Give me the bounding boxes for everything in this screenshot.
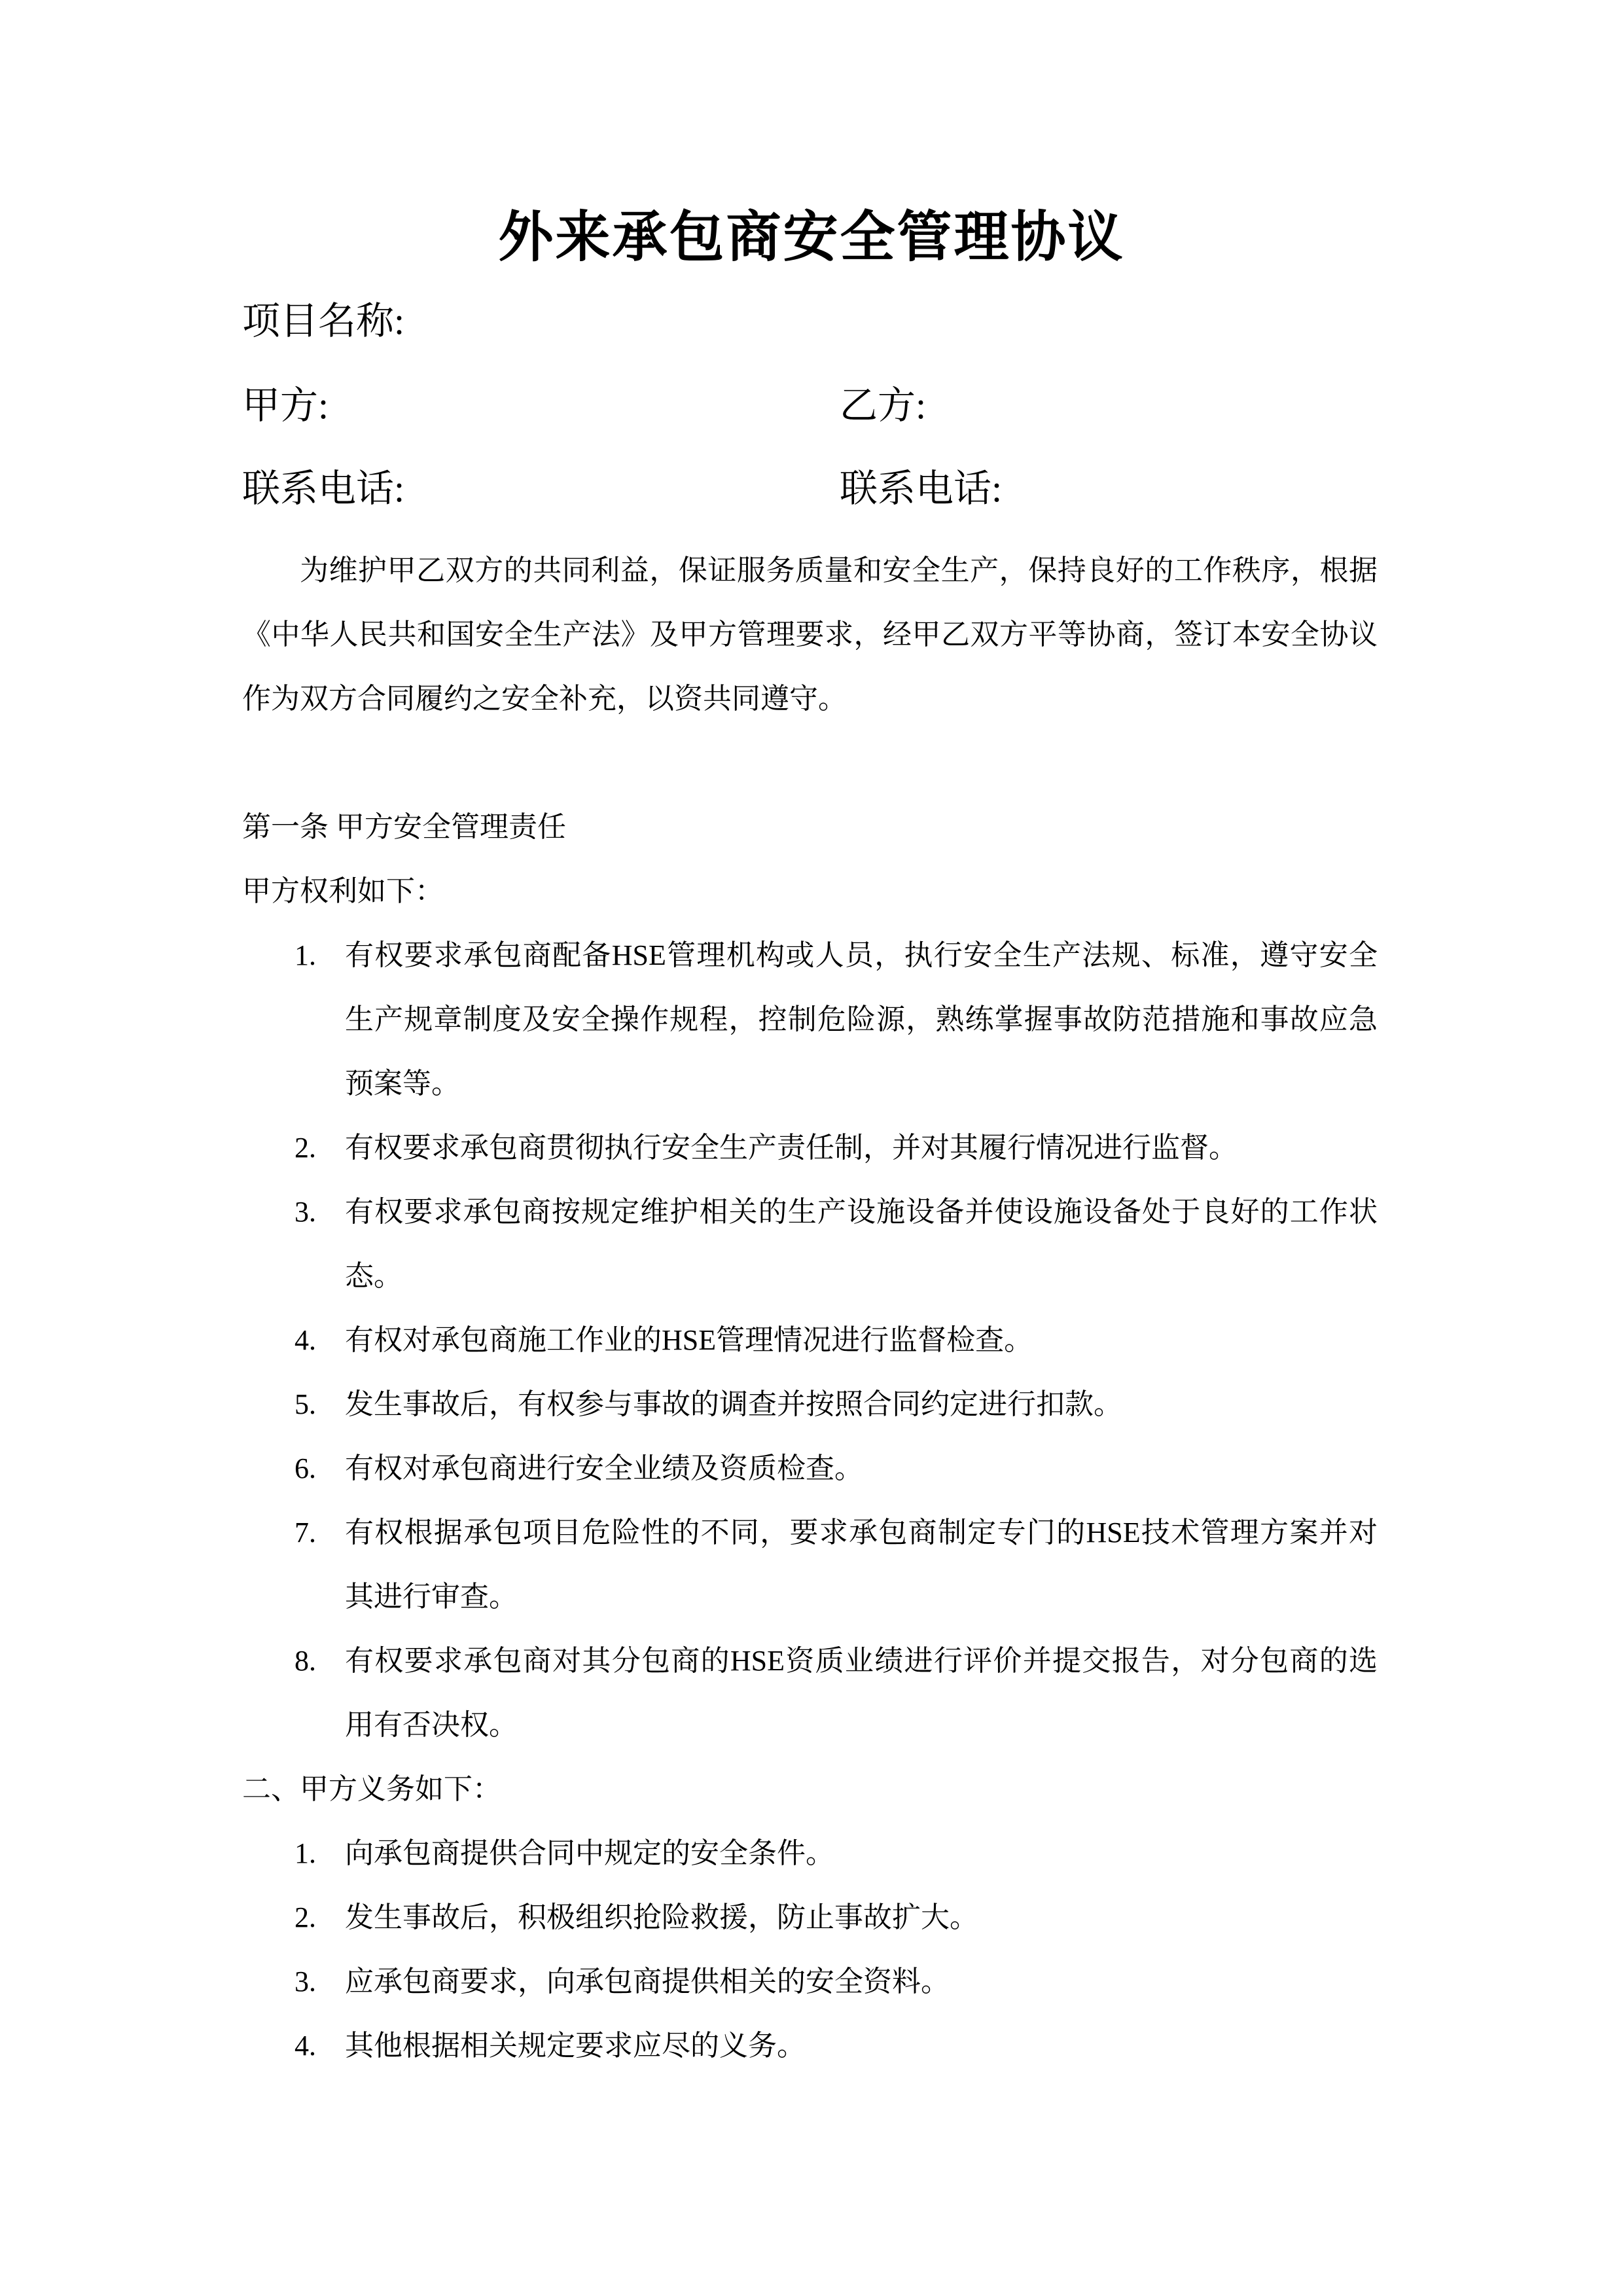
item-text: 有权要求承包商按规定维护相关的生产设施设备并使设施设备处于良好的工作状态。 [345,1196,1378,1292]
item-text: 有权根据承包项目危险性的不同，要求承包商制定专门的HSE技术管理方案并对其进行审查。 [345,1516,1378,1613]
item-text: 发生事故后，有权参与事故的调查并按照合同约定进行扣款。 [345,1388,1122,1420]
item-number: 3. [294,1965,316,1998]
item-number: 5. [294,1388,316,1420]
phone-b-label: 联系电话: [840,467,1003,510]
list-item [242,1501,1378,1629]
item-number: 1. [294,1837,316,1869]
item-text: 其他根据相关规定要求应尽的义务。 [345,2030,806,2062]
item-number: 4. [294,2030,316,2062]
item-text: 有权对承包商施工作业的HSE管理情况进行监督检查。 [345,1324,1033,1356]
item-text: 向承包商提供合同中规定的安全条件。 [345,1837,834,1869]
item-number: 2. [294,1901,316,1933]
item-text: 有权要求承包商对其分包商的HSE资质业绩进行评价并提交报告，对分包商的选用有否决权。 [345,1645,1378,1741]
list-item [242,1308,1378,1372]
party-b-label: 乙方: [840,384,927,427]
section-1-heading: 第一条 甲方安全管理责任 [242,811,566,843]
item-number: 2. [294,1132,316,1164]
list-item [242,1372,1378,1437]
intro-paragraph: 为维护甲乙双方的共同利益，保证服务质量和安全生产，保持良好的工作秩序，根据《中华人民共和国安全生产法》及甲方管理要求，经甲乙双方平等协商，签订本安全协议作为双方合同履约之安全补充，以资共同遵守。 [242,554,1378,715]
party-a-obligations-heading: 二、甲方义务如下： [242,1773,501,1805]
item-text: 发生事故后，积极组织抢险救援，防止事故扩大。 [345,1901,978,1933]
item-number: 4. [294,1324,316,1356]
item-text: 有权要求承包商配备HSE管理机构或人员，执行安全生产法规、标准，遵守安全生产规章制度及安全操作规程，控制危险源，熟练掌握事故防范措施和事故应急预案等。 [345,939,1378,1100]
list-item [242,2014,1378,2078]
party-a-rights-list [242,924,1378,1757]
party-a-obligations-list [242,1821,1378,2078]
party-row [242,386,1381,426]
party-a-rights-heading: 甲方权利如下： [242,875,444,907]
item-number: 1. [294,939,316,971]
item-text: 应承包商要求，向承包商提供相关的安全资料。 [345,1965,950,1998]
list-item [242,1886,1378,1950]
list-item [242,1821,1378,1886]
document-body [242,539,1378,2078]
list-item [242,1437,1378,1501]
phone-row [242,469,1381,509]
item-text: 有权对承包商进行安全业绩及资质检查。 [345,1452,863,1484]
project-name-row [242,301,1381,342]
list-item [242,924,1378,1116]
item-number: 6. [294,1452,316,1484]
item-number: 3. [294,1196,316,1228]
item-number: 7. [294,1516,316,1549]
party-a-label: 甲方: [242,384,329,427]
page-title: 外来承包商安全管理协议 [498,206,1125,268]
list-item [242,1180,1378,1308]
item-number: 8. [294,1645,316,1677]
project-name-label: 项目名称: [242,300,405,342]
list-item [242,1950,1378,2014]
phone-a-label: 联系电话: [242,467,405,510]
list-item [242,1116,1378,1180]
item-text: 有权要求承包商贯彻执行安全生产责任制，并对其履行情况进行监督。 [345,1132,1238,1164]
list-item [242,1629,1378,1757]
